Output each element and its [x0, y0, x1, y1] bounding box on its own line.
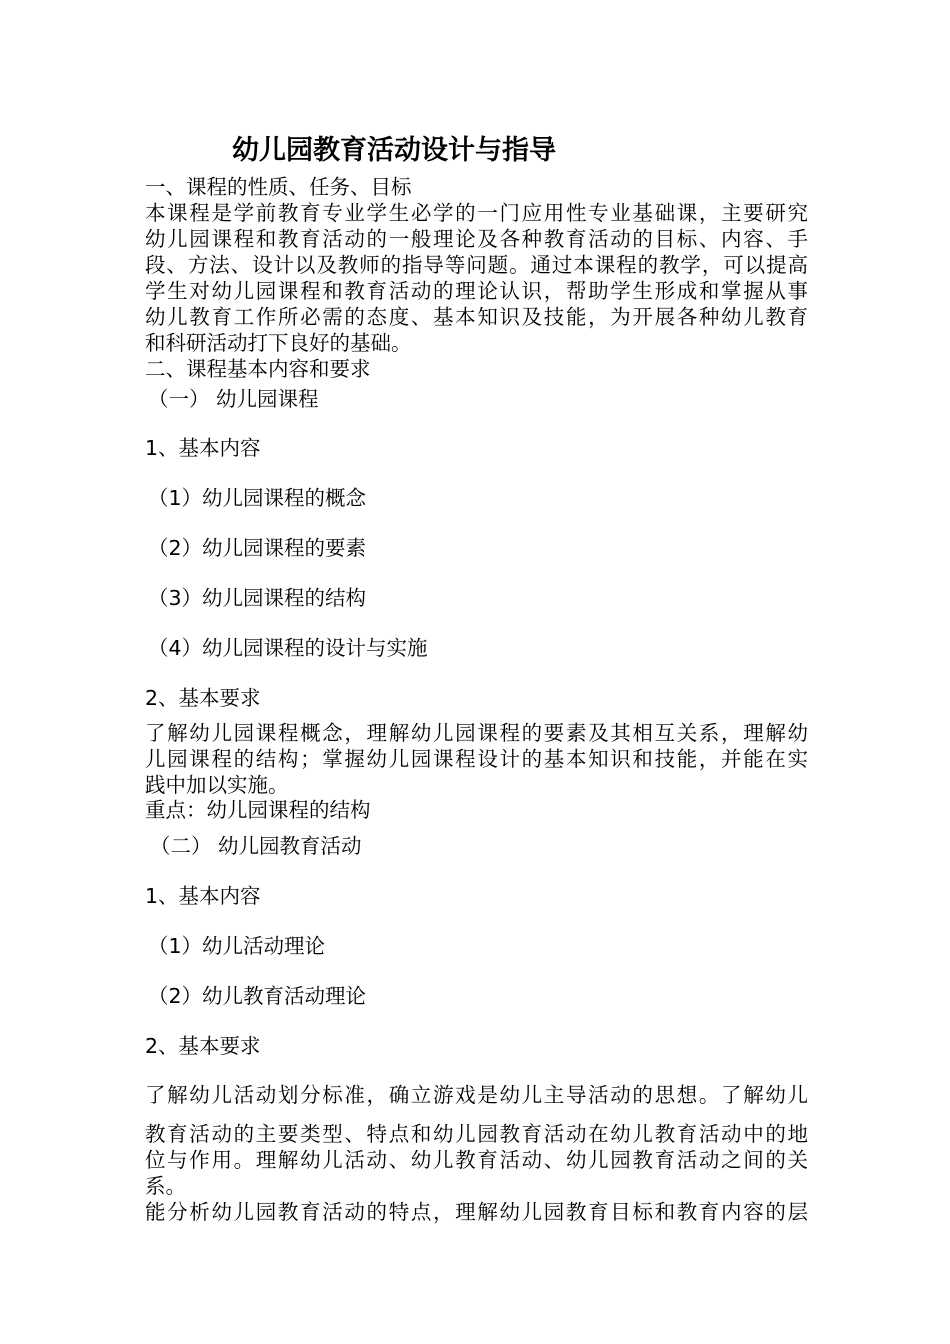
document-title: 幼儿园教育活动设计与指导	[232, 135, 556, 166]
part-2-requirement-heading: 2、基本要求	[145, 1034, 261, 1058]
part-1-content-heading: 1、基本内容	[145, 436, 261, 460]
part-2-requirement-line: 位与作用。理解幼儿活动、幼儿教育活动、幼儿园教育活动之间的关	[145, 1148, 808, 1172]
part-2-heading: （二） 幼儿园教育活动	[150, 834, 362, 858]
section-1-paragraph-line: 幼儿园课程和教育活动的一般理论及各种教育活动的目标、内容、手	[145, 227, 808, 251]
part-2-requirement-line: 能分析幼儿园教育活动的特点，理解幼儿园教育目标和教育内容的层	[145, 1200, 808, 1224]
section-1-paragraph-line: 段、方法、设计以及教师的指导等问题。通过本课程的教学，可以提高	[145, 253, 808, 277]
section-1-paragraph-line: 和科研活动打下良好的基础。	[145, 331, 412, 355]
part-1-requirement-line: 了解幼儿园课程概念，理解幼儿园课程的要素及其相互关系，理解幼	[145, 721, 808, 745]
part-1-item: （1）幼儿园课程的概念	[148, 486, 367, 510]
part-1-item: （2）幼儿园课程的要素	[148, 536, 367, 560]
section-1-paragraph-line: 幼儿教育工作所必需的态度、基本知识及技能，为开展各种幼儿教育	[145, 305, 808, 329]
part-1-requirement-line: 践中加以实施。	[145, 773, 289, 797]
section-1-heading: 一、课程的性质、任务、目标	[145, 175, 412, 199]
part-2-item: （1）幼儿活动理论	[148, 934, 326, 958]
part-2-item: （2）幼儿教育活动理论	[148, 984, 367, 1008]
part-2-requirement-line: 系。	[145, 1174, 186, 1198]
part-2-requirement-line: 了解幼儿活动划分标准，确立游戏是幼儿主导活动的思想。了解幼儿	[145, 1083, 808, 1107]
part-1-requirement-heading: 2、基本要求	[145, 686, 261, 710]
part-1-key-point: 重点：幼儿园课程的结构	[145, 798, 371, 822]
section-2-heading: 二、课程基本内容和要求	[145, 357, 371, 381]
part-2-content-heading: 1、基本内容	[145, 884, 261, 908]
part-1-requirement-line: 儿园课程的结构；掌握幼儿园课程设计的基本知识和技能，并能在实	[145, 747, 808, 771]
section-1-paragraph-line: 学生对幼儿园课程和教育活动的理论认识，帮助学生形成和掌握从事	[145, 279, 808, 303]
part-1-item: （3）幼儿园课程的结构	[148, 586, 367, 610]
section-1-paragraph-line: 本课程是学前教育专业学生必学的一门应用性专业基础课，主要研究	[145, 201, 808, 225]
part-1-heading: （一） 幼儿园课程	[148, 387, 319, 411]
part-2-requirement-line: 教育活动的主要类型、特点和幼儿园教育活动在幼儿教育活动中的地	[145, 1122, 808, 1146]
part-1-item: （4）幼儿园课程的设计与实施	[148, 636, 428, 660]
